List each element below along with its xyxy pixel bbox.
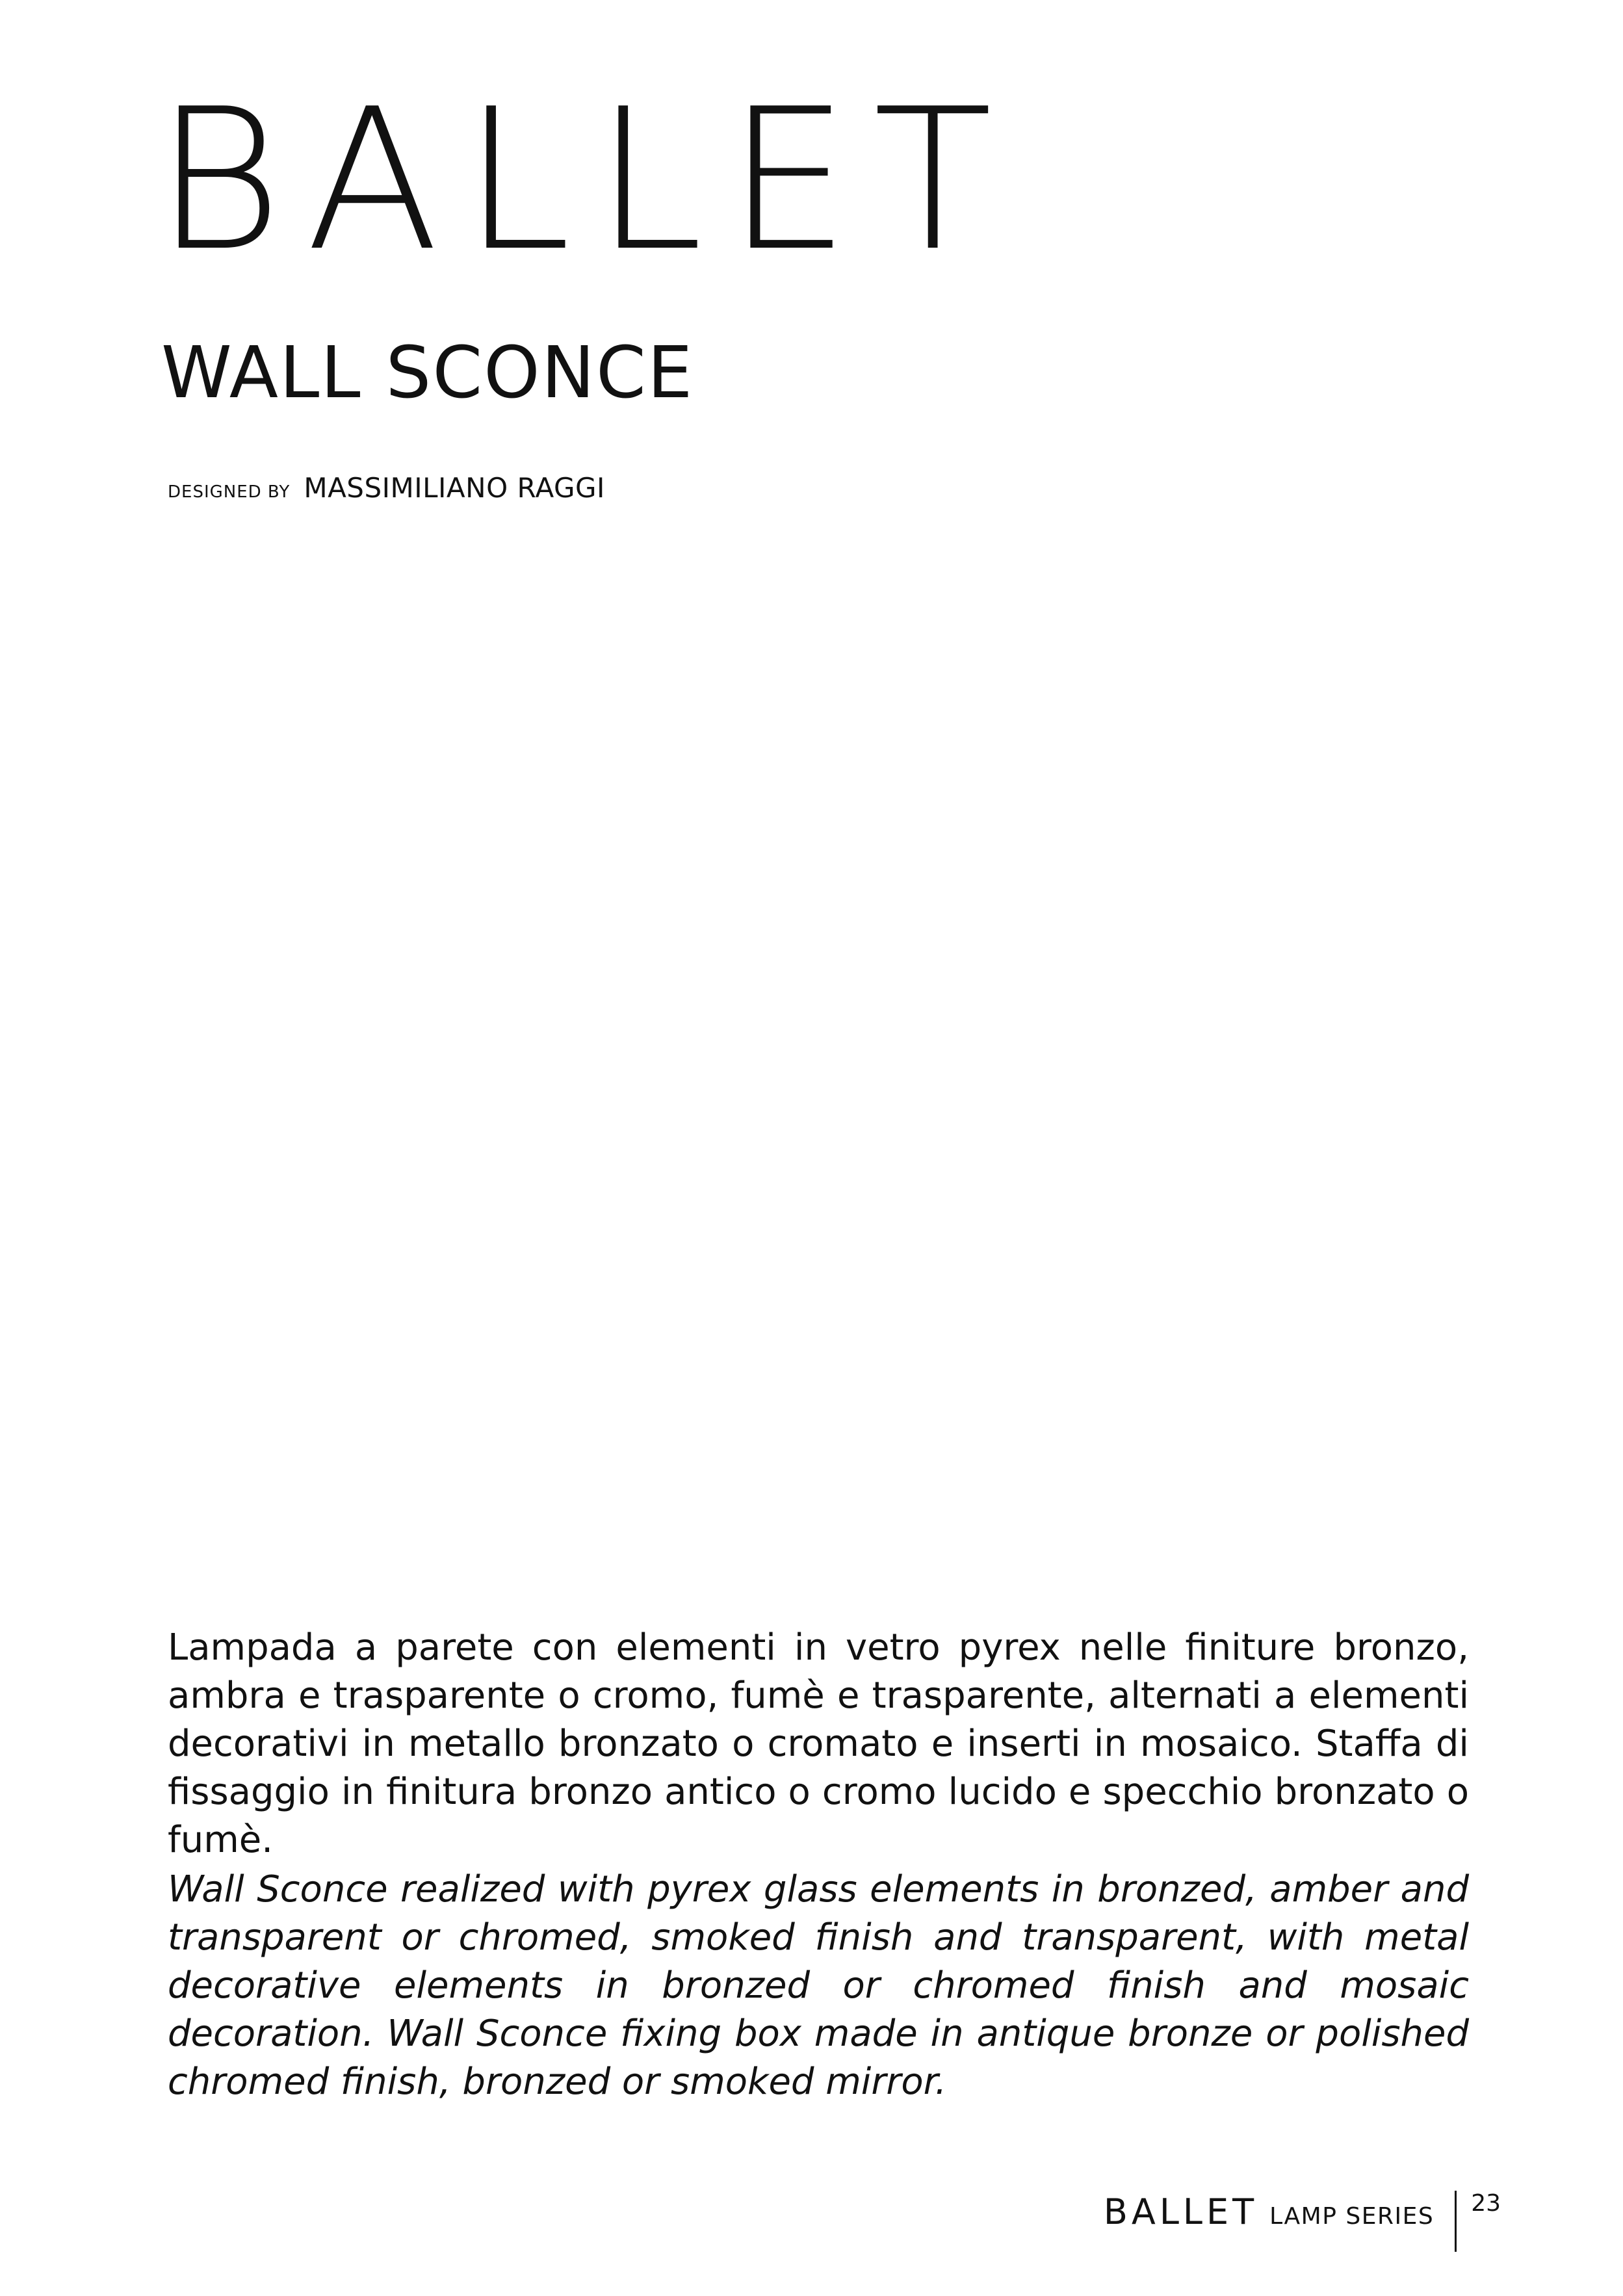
page-number: 23 (1471, 2190, 1501, 2217)
designer-name: MASSIMILIANO RAGGI (304, 472, 605, 504)
footer-series-label: LAMP SERIES (1269, 2203, 1435, 2230)
page-footer (1104, 2191, 1501, 2252)
description-english: Wall Sconce realized with pyrex glass elements in bronzed, amber and transparent or chromed, smoked finish and transparent, with metal decorative elements in bronzed or chromed finish and mosaic decoration. Wall Sconce fixing box made in antique bronze or polished chromed finish, bronzed or smoked mirror. (168, 1868, 1469, 2103)
footer-series-name: BALLET (1103, 2191, 1258, 2232)
product-subtitle: WALL SCONCE (161, 331, 694, 414)
description-italian: Lampada a parete con elementi in vetro pyrex nelle finiture bronzo, ambra e trasparente o cromo, fumè e trasparente, alternati a elementi decorativi in metallo bronzato o cromato e inserti in mosaico. Staffa di fissaggio in finitura bronzo antico o cromo lucido e specchio bronzato o fumè. (168, 1626, 1469, 1861)
footer-divider (1455, 2191, 1457, 2252)
designer-credit (168, 472, 605, 504)
designed-by-label: DESIGNED BY (168, 482, 291, 502)
page-title: BALLET (155, 67, 1016, 294)
